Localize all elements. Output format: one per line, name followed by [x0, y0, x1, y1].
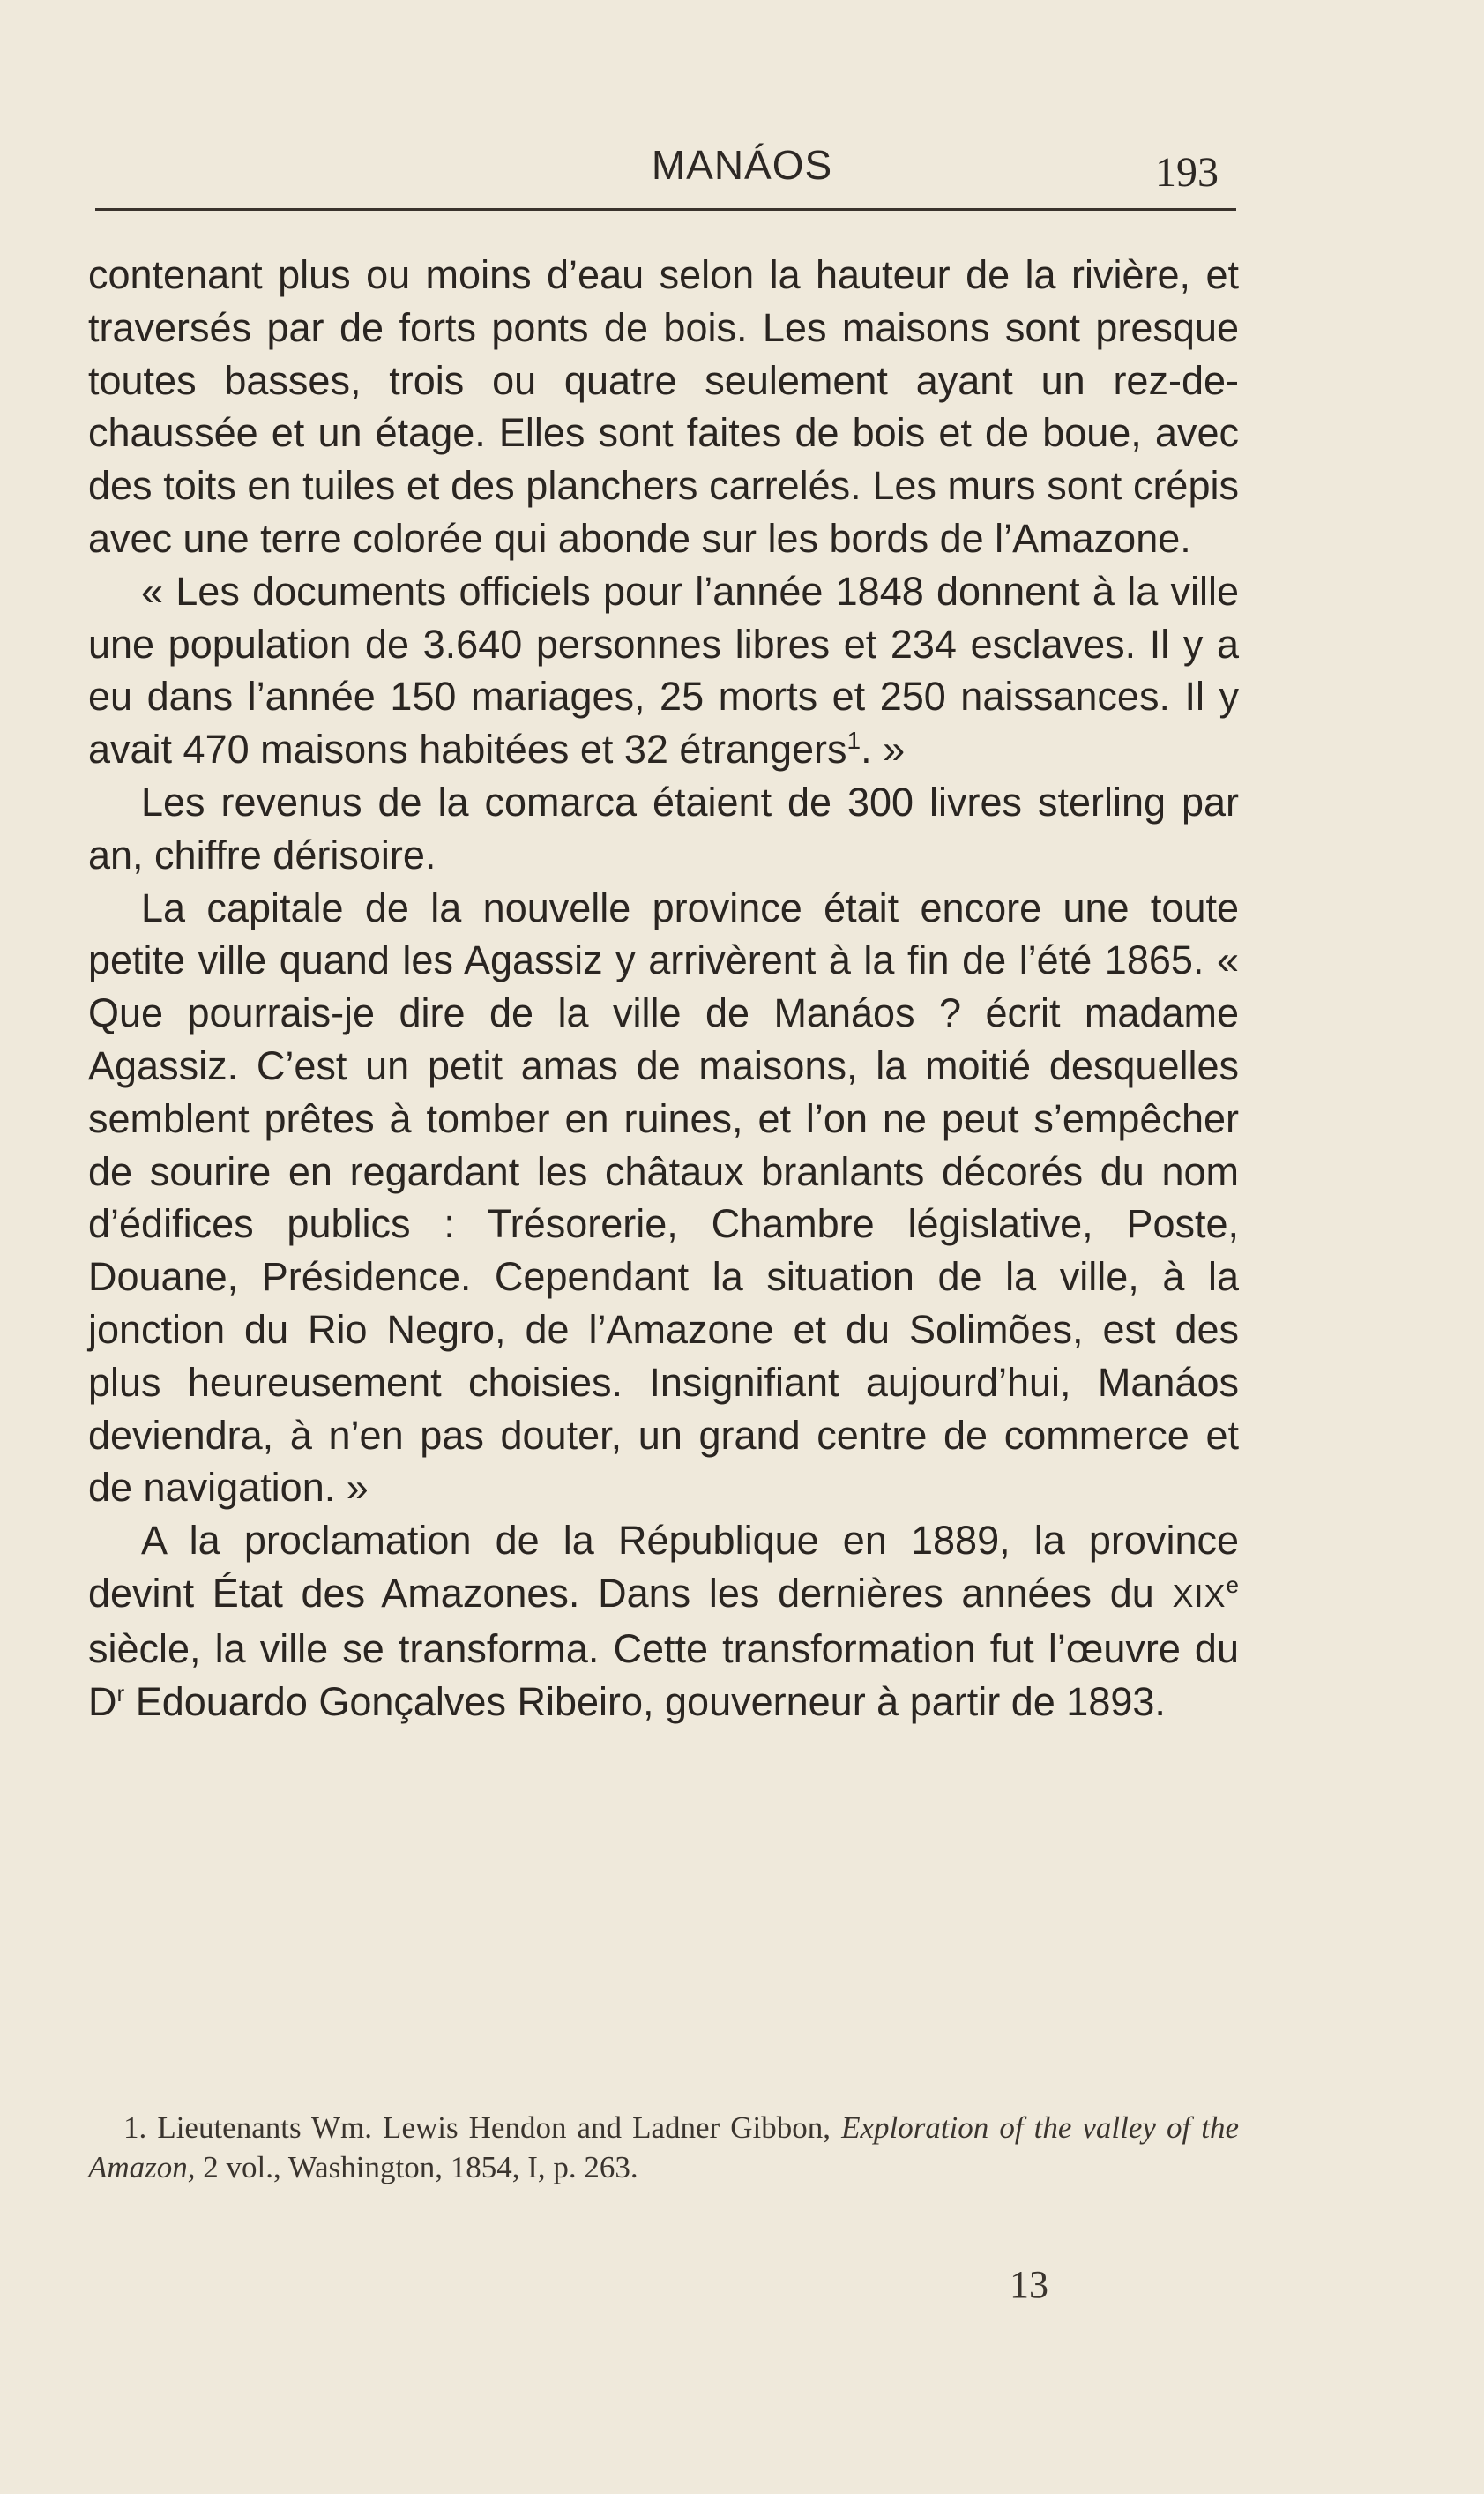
page-number: 193	[1155, 149, 1219, 196]
paragraph-2-text: « Les documents officiels pour l’année 1848 donnent à la ville une population de 3.640 personnes libres et 234 esclaves. Il y a eu dans l’année 150 mariages, 25 morts et 250 naissances. Il y avait 470 maisons habitées et 32 étrangers	[88, 568, 1239, 773]
paragraph-5-text-a: A la proclamation de la République en 1889, la province devint État des Amazones. Dans les dernières années du	[88, 1518, 1239, 1616]
footnote-number: 1.	[123, 2110, 147, 2145]
doctor-superscript: r	[116, 1679, 125, 1706]
paragraph-4: La capitale de la nouvelle province était encore une toute petite ville quand les Agassiz y arrivèrent à la fin de l’été 1865. « Que pourrais-je dire de la ville de Manáos ? écrit madame Agassiz. C’est un petit amas de maisons, la moitié desquelles semblent prêtes à tomber en ruines, et l’on ne peut s’empêcher de sourire en regardant les châtaux branlants décorés du nom d’édifices publics : Trésorerie, Chambre législative, Poste, Douane, Présidence. Cependant la situation de la ville, à la jonction du Rio Negro, de l’Amazone et du Solimões, est des plus heureusement choisies. Insignifiant aujourd’hui, Manáos deviendra, à n’en pas douter, un grand centre de commerce et de navigation. »	[88, 885, 1239, 1511]
header-rule	[95, 208, 1236, 211]
paragraph-5-text-c: Edouardo Gonçalves Ribeiro, gouverneur à partir de 1893.	[135, 1678, 1166, 1724]
footnote-title: Exploration of the valley of the Amazon,	[88, 2110, 1240, 2184]
footnotes	[88, 2108, 1239, 2187]
paragraph-2-end: . »	[861, 727, 906, 773]
century-numeral: XIX	[1172, 1577, 1227, 1614]
footnote-details: 2 vol., Washington, 1854, I, p. 263.	[203, 2150, 638, 2184]
running-head	[0, 132, 1484, 203]
paragraph-5	[88, 1514, 1239, 1728]
signature-mark: 13	[1010, 2263, 1048, 2306]
body-text	[88, 249, 1239, 1728]
century-superscript: e	[1226, 1571, 1239, 1598]
paragraph-1: contenant plus ou moins d’eau selon la hauteur de la rivière, et traversés par de forts ponts de bois. Les maisons sont presque toutes basses, trois ou quatre seulement ayant un rez-de-chaussée et un étage. Elles sont faites de bois et de boue, avec des toits en tuiles et des planchers carrelés. Les murs sont crépis avec une terre colorée qui abonde sur les bords de l’Amazone.	[88, 252, 1239, 561]
footnote-authors: Lieutenants Wm. Lewis Hendon and Ladner Gibbon,	[157, 2110, 831, 2145]
footnote-1	[88, 2108, 1239, 2187]
paragraph-5-text-b: siècle, la ville se transforma. Cette transformation fut l’œuvre du D	[88, 1625, 1239, 1724]
paragraph-2	[88, 565, 1239, 776]
running-title: MANÁOS	[651, 142, 833, 188]
footnote-reference[interactable]: 1	[846, 727, 861, 755]
paragraph-3: Les revenus de la comarca étaient de 300 livres sterling par an, chiffre dérisoire.	[88, 779, 1239, 877]
